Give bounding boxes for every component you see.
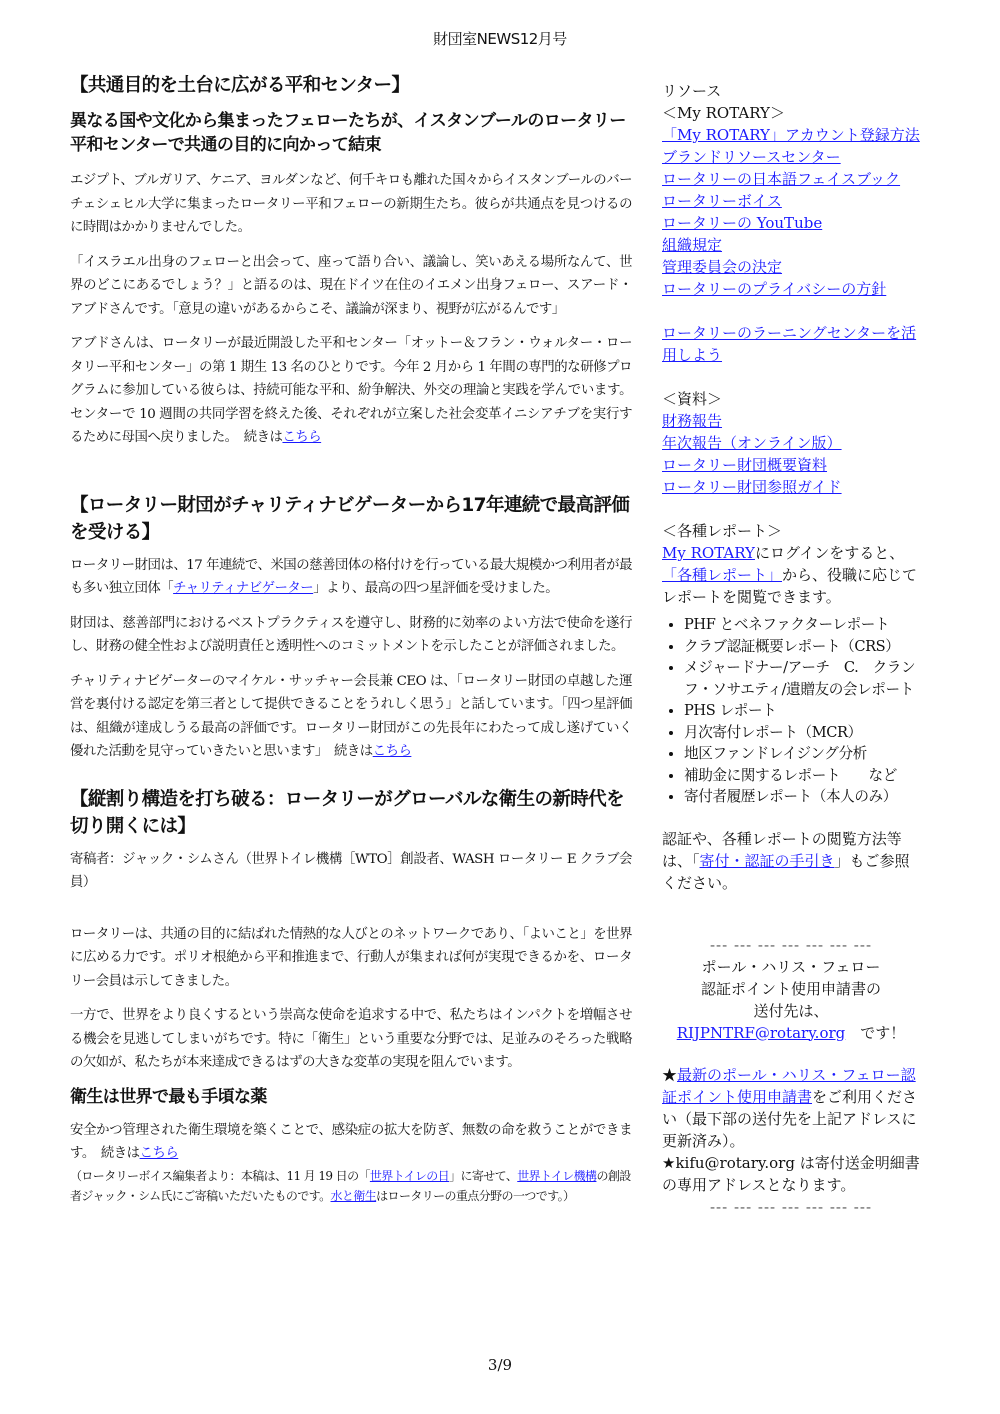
- sidebar-link-youtube[interactable]: ロータリーの YouTube: [662, 214, 823, 232]
- sidebar-link-account-registration[interactable]: 「My ROTARY」アカウント登録方法: [662, 126, 920, 144]
- article3-more-prefix: 続きは: [88, 1146, 140, 1161]
- article3-paragraph-1: ロータリーは、共通の目的に結ばれた情熱的な人びとのネットワークであり、「よいこと」を世界に広める力です。ポリオ根絶から平和推進まで、行動人が集まれば何が実現できるかを、ロータリー会員は示してきました。: [70, 926, 632, 989]
- article3-byline: 寄稿者：ジャック・シムさん（世界トイレ機構［WTO］創設者、WASH ロータリー E クラブ会員）: [70, 851, 632, 890]
- list-item: • クラブ認証概要レポート（CRS）: [684, 636, 920, 658]
- star-mark: ★: [662, 1065, 678, 1084]
- water-sanitation-link[interactable]: 水と衛生: [330, 1188, 377, 1203]
- phf-line-2: 認証ポイント使用申請書の: [700, 979, 881, 998]
- article1-paragraph-3-text: アブドさんは、ロータリーが最近開設した平和センター「オットー＆フラン・ウォルター・ロータリー平和センター」の第 1 期生 13 名のひとりです。今年 2 月から 1 年間の専門的な研修プログラムに参加している彼らは、持続可能な平和、紛争解決、外交の理論と実践を学んでいます。センターで 10 週間の共同学習を終えた後、それぞれが立案した社会変革イニシアチブを実行するために母国へ戻りました。: [70, 336, 632, 445]
- article1-paragraph-2: 「イスラエル出身のフェローと出会って、座って語り合い、議論し、笑いあえる場所なんて、世界のどこにあるでしょう？」と語るのは、現在ドイツ在住のイエメン出身フェロー、スアード・アブドさんです。「意見の違いがあるからこそ、議論が深まり、視野が広がるんです」: [70, 254, 632, 317]
- note-text-b: 」に寄せて、: [449, 1168, 518, 1183]
- charity-navigator-link[interactable]: チャリティナビゲーター: [173, 581, 314, 596]
- sidebar-link-constitution[interactable]: 組織規定: [662, 236, 723, 254]
- list-item: • 月次寄付レポート（MCR）: [684, 722, 920, 744]
- sidebar-link-facebook[interactable]: ロータリーの日本語フェイスブック: [662, 170, 901, 188]
- article1-paragraph-3: [70, 332, 632, 450]
- article2-paragraph-3: [70, 670, 632, 764]
- phf-email-link[interactable]: RIJPNTRF@rotary.org: [676, 1023, 846, 1042]
- article3-paragraph-2: 一方で、世界をより良くするという崇高な使命を追求する中で、私たちはインパクトを増幅させる機会を見逃してしまいがちです。特に「衛生」という重要な分野では、足並みのそろった戦略の欠如が、私たちが本来達成できるはずの大きな変革の実現を阻んでいます。: [70, 1008, 632, 1070]
- sidebar-link-donation-guide[interactable]: 寄付・認証の手引き: [699, 851, 835, 870]
- article3-subheading: 衛生は世界で最も手頃な薬: [70, 1086, 267, 1107]
- phf-line-3: 送付先は、: [753, 1001, 829, 1020]
- myrotary-links: [662, 124, 920, 300]
- article1-more-link[interactable]: こちら: [282, 430, 322, 445]
- reports-title: ＜各種レポート＞: [662, 522, 783, 540]
- article2-p1-text-a: ロータリー財団は、17 年連続で、米国の慈善団体の格付けを行っている最大規模かつ利用者が最も多い独立団体「: [70, 557, 632, 596]
- article2-paragraph-2: 財団は、慈善部門におけるベストプラクティスを遵守し、財務的に効率のよい方法で使命を遂行し、財務の健全性および説明責任と透明性へのコミットメントを示したことが評価されました。: [70, 615, 632, 654]
- resources-title: リソース: [662, 82, 722, 100]
- article3-paragraph-3: [70, 1119, 632, 1166]
- article3-more-link[interactable]: こちら: [139, 1146, 179, 1161]
- list-item: • 補助金に関するレポート など: [684, 765, 920, 787]
- world-toilet-day-link[interactable]: 世界トイレの日: [369, 1168, 450, 1183]
- sidebar-link-rotary-voice[interactable]: ロータリーボイス: [662, 192, 782, 210]
- list-item: • PHF とベネファクターレポート: [684, 614, 920, 636]
- myrotary-title: ＜My ROTARY＞: [662, 104, 785, 122]
- list-item: • 地区ファンドレイジング分析: [684, 743, 920, 765]
- sidebar-link-privacy[interactable]: ロータリーのプライバシーの方針: [662, 280, 887, 298]
- materials-title: ＜資料＞: [662, 390, 723, 408]
- sidebar-link-financial-report[interactable]: 財務報告: [662, 412, 723, 430]
- auth-guide-text: [662, 828, 920, 894]
- sidebar-link-annual-report[interactable]: 年次報告（オンライン版）: [662, 434, 842, 452]
- sidebar-link-learning-center[interactable]: ロータリーのラーニングセンターを活用しよう: [662, 324, 917, 364]
- phf-form-link[interactable]: 最新のポール・ハリス・フェロー認証ポイント使用申請書: [662, 1065, 916, 1106]
- article1-paragraph-1: エジプト、ブルガリア、ケニア、ヨルダンなど、何千キロも離れた国々からイスタンブールのバーチェシェヒル大学に集まったロータリー平和フェローの新期生たち。彼らが共通点を見つけるのに時間はかかりませんでした。: [70, 173, 632, 235]
- article1-subheading: 異なる国や文化から集まったフェローたちが、イスタンブールのロータリー平和センターで共通の目的に向かって結束: [70, 111, 626, 155]
- phf-line-1: ポール・ハリス・フェロー: [701, 957, 881, 976]
- sidebar-link-foundation-guide[interactable]: ロータリー財団参照ガイド: [662, 478, 842, 496]
- page-header-title: 財団室NEWS12月号: [433, 30, 567, 48]
- divider-bottom: --- --- --- --- --- --- ---: [709, 1197, 873, 1216]
- sidebar-link-reports[interactable]: 「各種レポート」: [662, 566, 783, 584]
- article3-paragraph-3-text: 安全かつ管理された衛生環境を築くことで、感染症の拡大を防ぎ、無数の命を救うことができます。: [70, 1122, 632, 1161]
- reports-intro-text-2: から、役職に応じてレポートを閲覧できます。: [662, 566, 918, 606]
- phf-email-line: [662, 1022, 920, 1044]
- list-item: • 寄付者履歴レポート（本人のみ）: [684, 786, 920, 808]
- star-note-2: ★kifu@rotary.org は寄付送金明細書の専用アドレスとなります。: [662, 1153, 920, 1194]
- auth-text-1: 認証や、各種レポートの閲覧方法等は、「: [662, 829, 902, 870]
- note-text-c: の創設者ジャック・シム氏にご寄稿いただいたものです。: [70, 1168, 631, 1203]
- article2-p1-text-b: 」より、最高の四つ星評価を受けました。: [313, 581, 559, 596]
- main-column: [70, 72, 632, 1206]
- sidebar: [662, 80, 920, 1218]
- sidebar-link-myrotary-login[interactable]: My ROTARY: [662, 544, 755, 562]
- article2-more-link[interactable]: こちら: [372, 744, 412, 759]
- sidebar-link-brand-center[interactable]: ブランドリソースセンター: [662, 148, 841, 166]
- star-note-1-text: をご利用ください（最下部の送付先を上記アドレスに更新済み）。: [662, 1087, 918, 1150]
- reports-intro-text-1: にログインをすると、: [754, 544, 905, 562]
- article3-heading: 【縦割り構造を打ち破る：ロータリーがグローバルな衛生の新時代を切り開くには】: [70, 788, 624, 837]
- article2-more-prefix: 続きは: [321, 744, 373, 759]
- note-text-a: （ロータリーボイス編集者より：本稿は、11 月 19 日の「: [70, 1168, 370, 1183]
- materials-links: [662, 410, 920, 498]
- list-item: • メジャードナー/アーチ C. クランフ・ソサエティ/遺贈友の会レポート: [684, 657, 920, 700]
- article3-editor-note: [70, 1166, 632, 1206]
- sidebar-link-board-decisions[interactable]: 管理委員会の決定: [662, 258, 783, 276]
- star-note-1: [662, 1064, 920, 1152]
- note-text-d: はロータリーの重点分野の一つです。）: [376, 1188, 575, 1203]
- divider-top: --- --- --- --- --- --- ---: [709, 935, 873, 954]
- reports-intro: [662, 542, 920, 608]
- world-toilet-org-link[interactable]: 世界トイレ機構: [517, 1168, 597, 1183]
- list-item: • PHS レポート: [684, 700, 920, 722]
- article1-heading: 【共通目的を土台に広がる平和センター】: [70, 75, 410, 96]
- sidebar-link-foundation-overview[interactable]: ロータリー財団概要資料: [662, 456, 828, 474]
- article1-more-prefix: 続きは: [230, 430, 283, 445]
- page-number: 3/9: [487, 1356, 513, 1374]
- article2-paragraph-3-text: チャリティナビゲーターのマイケル・サッチャー会長兼 CEO は、「ロータリー財団の卓越した運営を裏付ける認定を第三者として提供できることをうれしく思う」と話しています。「四つ星評価は、組織が達成しうる最高の評価です。ロータリー財団がこの先長年にわたって成し遂げていく優れた活動を見守っていきたいと思います」: [70, 673, 632, 759]
- article2-heading: 【ロータリー財団がチャリティナビゲーターから17年連続で最高評価を受ける】: [70, 494, 630, 543]
- phf-email-suffix: です！: [845, 1023, 906, 1042]
- article2-paragraph-1: [70, 554, 632, 601]
- auth-text-2: 」もご参照ください。: [662, 851, 910, 892]
- report-list: [662, 614, 920, 808]
